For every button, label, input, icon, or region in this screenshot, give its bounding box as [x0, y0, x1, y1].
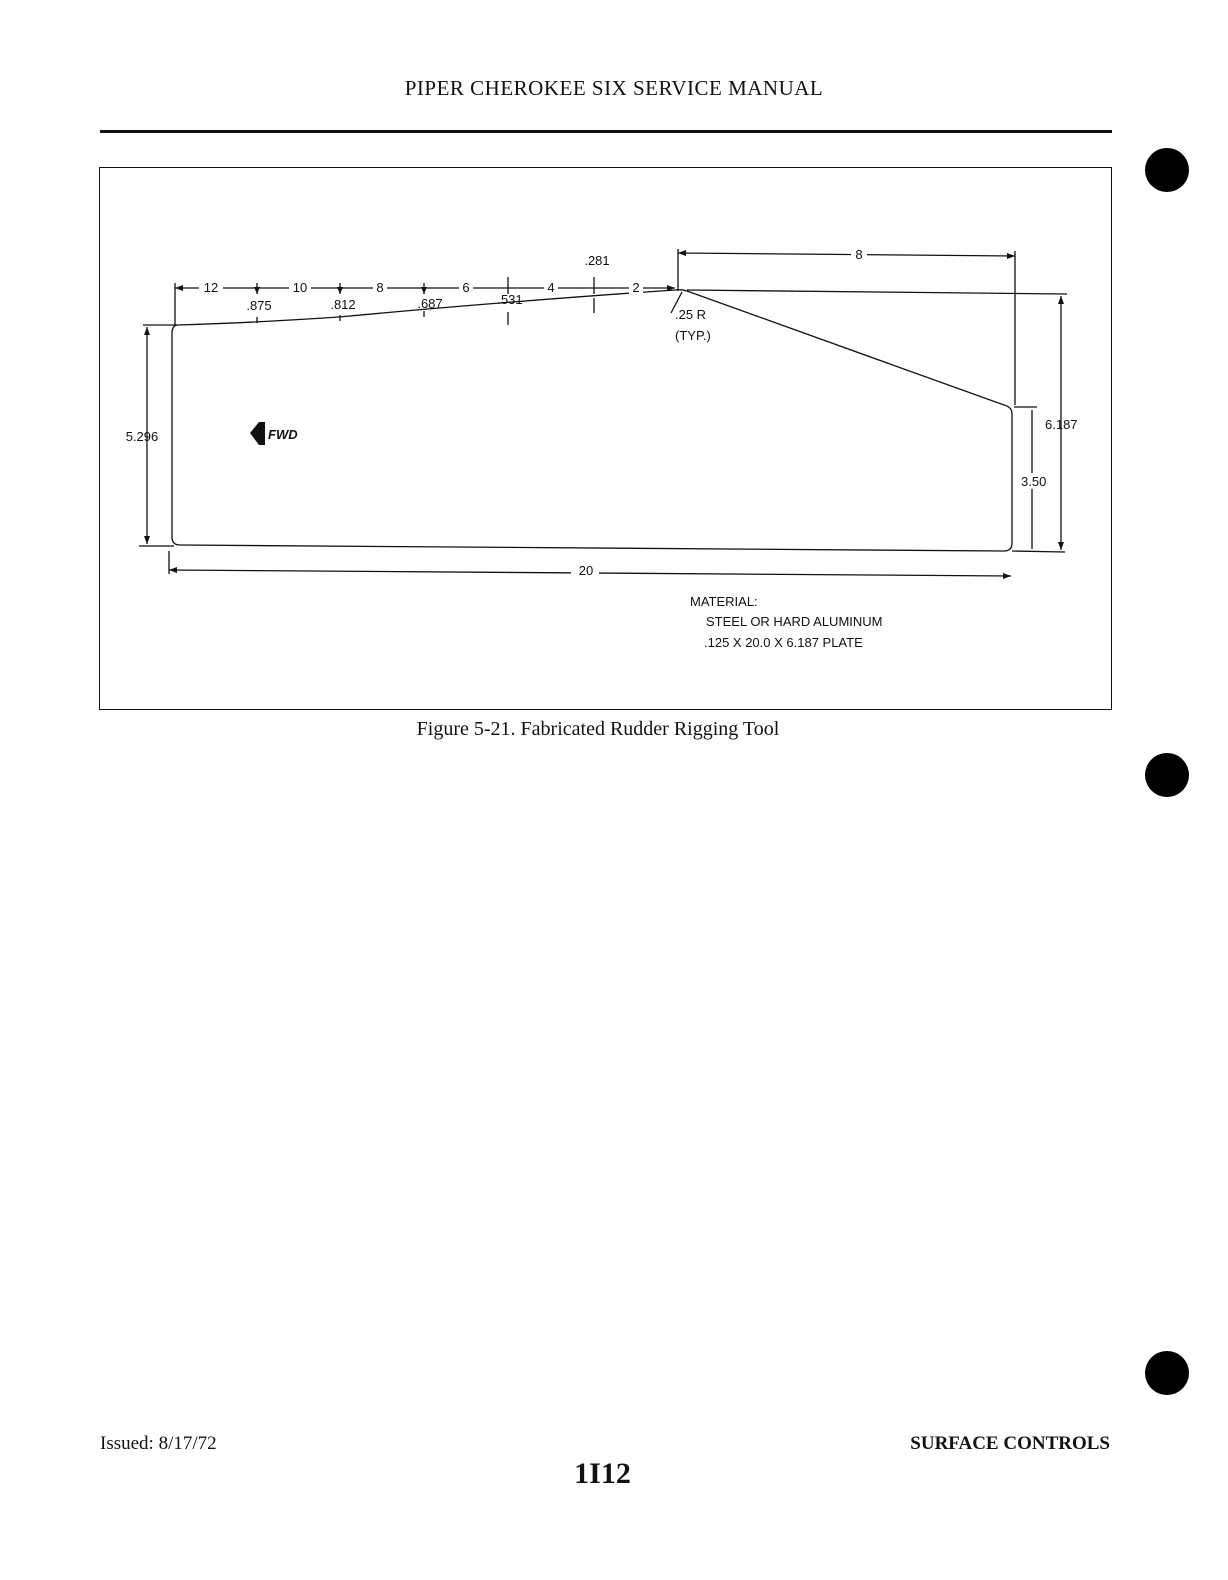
offset-label-687: .687	[417, 296, 443, 311]
station-label-10: 10	[292, 280, 308, 295]
station-label-6: 6	[462, 280, 470, 295]
top-right-dimension-line	[678, 253, 1015, 256]
binder-hole-icon	[1145, 148, 1189, 192]
page-header-title: PIPER CHEROKEE SIX SERVICE MANUAL	[404, 76, 824, 100]
fwd-arrow-icon	[250, 422, 265, 445]
bottom-length-label: 20	[578, 563, 594, 578]
binder-hole-icon	[1145, 753, 1189, 797]
material-line-1: STEEL OR HARD ALUMINUM	[706, 614, 883, 629]
offset-label-812: .812	[330, 297, 356, 312]
fwd-label: FWD	[268, 427, 298, 442]
issued-date: Issued: 8/17/72	[100, 1433, 217, 1454]
radius-label: .25 R	[675, 307, 707, 322]
station-label-8: 8	[376, 280, 384, 295]
right-height-label: 6.187	[1045, 417, 1078, 432]
page-number: 1I12	[574, 1457, 631, 1490]
material-line-2: .125 X 20.0 X 6.187 PLATE	[704, 635, 863, 650]
figure-caption: Figure 5-21. Fabricated Rudder Rigging Tool	[416, 718, 780, 740]
station-label-4: 4	[547, 280, 555, 295]
left-height-label: 5.296	[125, 429, 159, 444]
top-extension-line	[687, 290, 1067, 294]
top-right-dimension-label: 8	[855, 247, 863, 262]
right-inner-height-label: 3.50	[1021, 474, 1047, 489]
plate-outline	[172, 290, 1012, 551]
section-title: SURFACE CONTROLS	[910, 1433, 1110, 1454]
offset-label-875: .875	[246, 298, 272, 313]
binder-hole-icon	[1145, 1351, 1189, 1395]
offset-label-531: .531	[497, 292, 523, 307]
material-label: MATERIAL:	[690, 594, 758, 609]
station-label-2: 2	[632, 280, 640, 295]
radius-note: (TYP.)	[675, 328, 711, 343]
header-rule	[100, 130, 1112, 133]
offset-label-281: .281	[584, 253, 610, 268]
station-label-12: 12	[203, 280, 219, 295]
rudder-rigging-tool-drawing	[99, 167, 1112, 710]
